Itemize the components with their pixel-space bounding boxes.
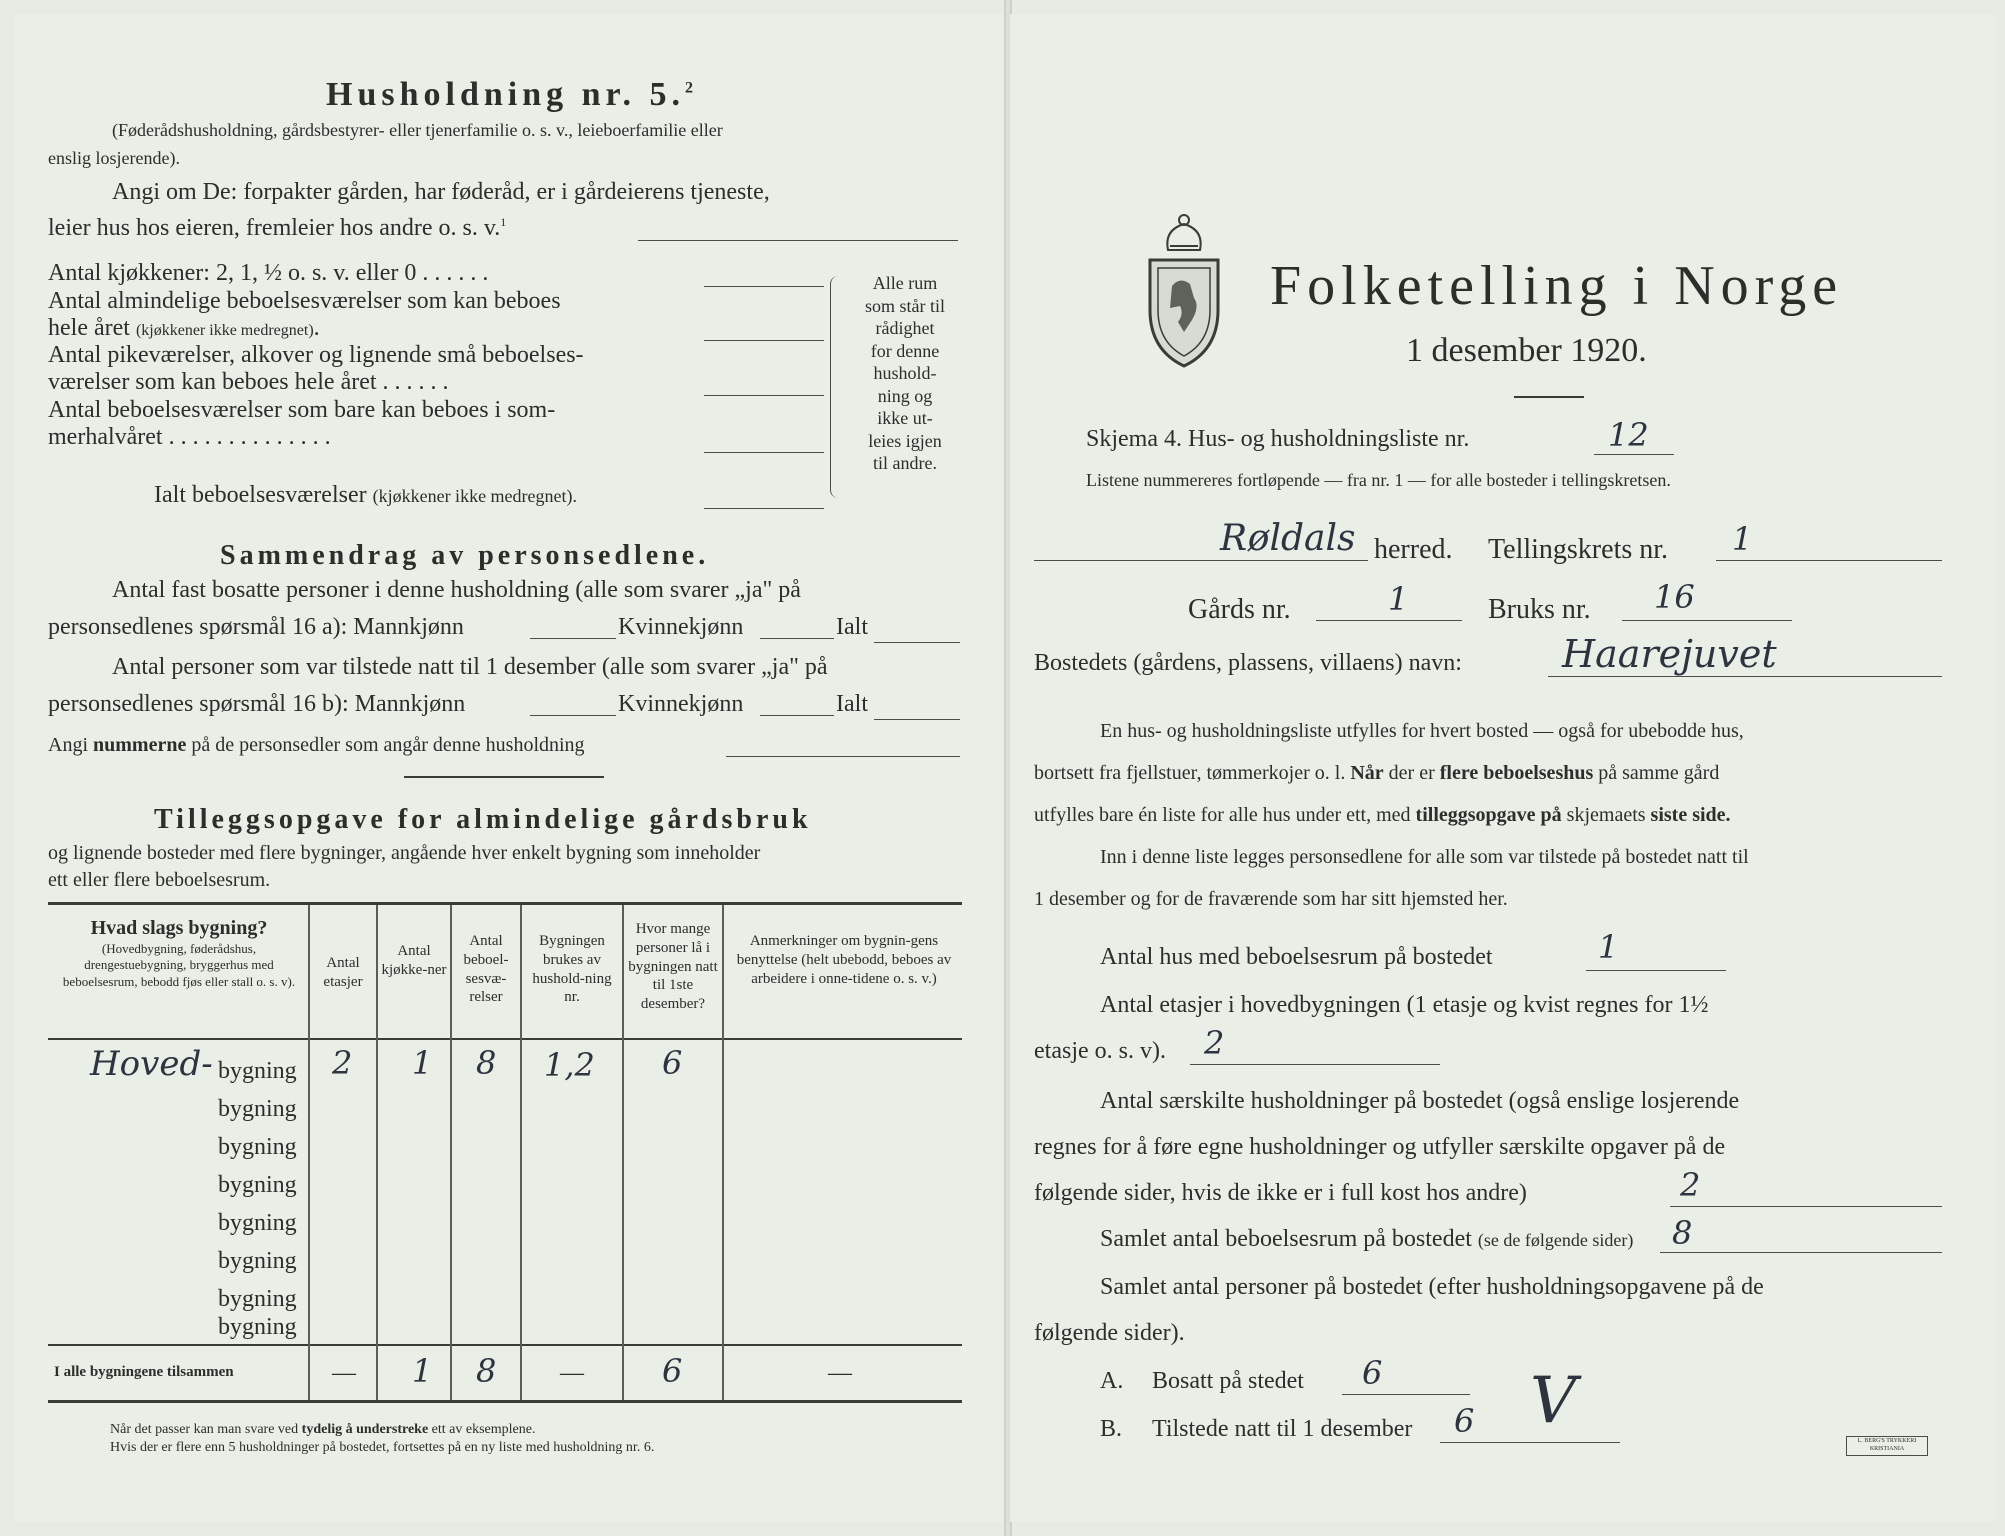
printer-stamp: L. BERG'S TRYKKERI KRISTIANIA — [1846, 1436, 1928, 1456]
col-header-beboelsesvaerelser: Antal beboel-sesvæ-relser — [463, 933, 509, 1006]
brace-note-line: for denne — [870, 340, 940, 361]
census-date: 1 desember 1920. — [1406, 332, 1647, 369]
alm-line-2: hele året (kjøkkener ikke medregnet). — [48, 315, 320, 341]
left-page — [14, 14, 1004, 1522]
col-header-kjokkener: Antal kjøkke-ner — [381, 943, 447, 978]
col-header-building-title: Hvad slags bygning? — [90, 917, 268, 939]
b-label: B. — [1100, 1416, 1123, 1442]
tilstede-line-1: Antal personer som var tilstede natt til 1 desember (alle som svarer „ja" på — [112, 654, 828, 680]
tellingskrets-line — [1716, 560, 1942, 561]
tilstede-kvinne-line — [760, 715, 834, 716]
saerskilte-value: 2 — [1680, 1166, 1701, 1204]
bosted-name: Haarejuvet — [1562, 632, 1777, 676]
brace-note-line: som står til — [865, 295, 945, 316]
tellingskrets-label: Tellingskrets nr. — [1488, 534, 1669, 565]
ialt-label: Ialt beboelsesværelser (kjøkkener ikke medregnet). — [154, 482, 578, 508]
samlet-personer-line-1: Samlet antal personer på bostedet (efter husholdningsopgavene på de — [1100, 1274, 1764, 1300]
brace-note-line: rådighet — [875, 318, 935, 338]
title-divider — [1514, 396, 1584, 398]
household-intro-1: (Føderådshusholdning, gårdsbestyrer- eller tjenerfamilie o. s. v., leieboerfamilie eller — [112, 120, 723, 140]
census-title: Folketelling i Norge — [1270, 255, 1844, 317]
brace-note-line: ning og — [877, 385, 933, 406]
table-top-rule — [48, 902, 962, 905]
row-building-label: bygning — [218, 1210, 297, 1236]
col-header-building — [52, 916, 306, 990]
row-building-label: bygning — [218, 1058, 297, 1084]
brace-note-line: hushold- — [873, 363, 937, 383]
row-building-label: bygning — [218, 1314, 297, 1340]
gards-number: 1 — [1388, 580, 1409, 618]
hus-value: 1 — [1598, 928, 1619, 966]
pike-line-2: værelser som kan beboes hele året . . . . . . — [48, 369, 449, 395]
brace-note — [840, 272, 970, 475]
sammendrag-title: Sammendrag av personsedlene. — [220, 540, 710, 571]
table-col-divider — [308, 905, 310, 1400]
brace-note-line: til andre. — [873, 453, 937, 473]
row-building-label: bygning — [218, 1134, 297, 1160]
b-value: 6 — [1454, 1402, 1475, 1440]
samlet-rum-line — [1660, 1252, 1942, 1253]
table-col-divider — [722, 905, 724, 1400]
coat-of-arms-icon — [1144, 210, 1224, 370]
listene-note: Listene nummereres fortløpende — fra nr. 1 — for alle bosteder i tellingskretsen. — [1086, 470, 1671, 490]
nummer-line: Angi nummerne på de personsedler som angår denne husholdning — [48, 734, 585, 756]
saerskilte-line-3: følgende sider, hvis de ikke er i full kost hos andre) — [1034, 1180, 1527, 1206]
row-personer-value: 6 — [662, 1044, 683, 1082]
bruks-number: 16 — [1654, 578, 1695, 616]
table-bottom-rule — [48, 1400, 962, 1403]
right-page — [1010, 14, 1995, 1522]
brace-note-line: ikke ut- — [877, 408, 933, 428]
total-kjokkener: 1 — [412, 1352, 433, 1390]
skjema-number: 12 — [1608, 416, 1649, 454]
sommer-answer-line — [704, 452, 824, 453]
fast-line-1: Antal fast bosatte personer i denne husholdning (alle som svarer „ja" på — [112, 577, 801, 603]
row-etasjer-value: 2 — [332, 1044, 353, 1082]
fast-ialt-label: Ialt — [836, 614, 868, 640]
info-para-3: utfylles bare én liste for alle hus under ett, med tilleggsopgave på skjemaets siste side. — [1034, 804, 1731, 826]
a-value: 6 — [1362, 1354, 1383, 1392]
row-kjokkener-value: 1 — [412, 1044, 433, 1082]
fast-line-2: personsedlenes spørsmål 16 a): Mannkjønn — [48, 614, 464, 640]
table-header-rule — [48, 1038, 962, 1040]
total-rum: 8 — [476, 1352, 497, 1390]
brace-note-line: Alle rum — [872, 273, 938, 293]
a-label: A. — [1100, 1368, 1124, 1394]
a-line — [1342, 1394, 1470, 1395]
total-label: I alle bygningene tilsammen — [54, 1364, 234, 1380]
col-header-building-desc: (Hovedbygning, føderådshus, drengestuebygning, bryggerhus med beboelsesrum, bebodd fjøs eller stall o. s. v). — [62, 941, 296, 989]
bosted-line — [1548, 676, 1942, 677]
tillegg-title: Tilleggsopgave for almindelige gårdsbruk — [154, 804, 812, 835]
bosted-label: Bostedets (gårdens, plassens, villaens) navn: — [1034, 650, 1462, 676]
herred-name: Røldals — [1220, 518, 1356, 559]
etasjer-line — [1190, 1064, 1440, 1065]
row-building-label: bygning — [218, 1248, 297, 1274]
sommer-line-1: Antal beboelsesværelser som bare kan beboes i som- — [48, 397, 556, 423]
tilstede-line-2: personsedlenes spørsmål 16 b): Mannkjønn — [48, 691, 466, 717]
fast-ialt-line — [874, 642, 960, 643]
pike-answer-line — [704, 395, 824, 396]
tillegg-line-1: og lignende bosteder med flere bygninger, angående hver enkelt bygning som inneholder — [48, 842, 761, 864]
household-intro-2: enslig losjerende). — [48, 148, 180, 168]
etasjer-value: 2 — [1204, 1024, 1225, 1062]
saerskilte-line-2: regnes for å føre egne husholdninger og utfyller særskilte opgaver på de — [1034, 1134, 1726, 1160]
info-para-4: Inn i denne liste legges personsedlene for alle som var tilstede på bostedet natt til — [1100, 846, 1749, 868]
tilstede-ialt-line — [874, 719, 960, 720]
check-mark: V — [1530, 1364, 1577, 1438]
table-col-divider — [376, 905, 378, 1400]
household-title: Husholdning nr. 5.$^2$ — [326, 76, 698, 113]
nummer-answer-line — [726, 756, 960, 757]
saerskilte-line — [1670, 1206, 1942, 1207]
section-divider — [404, 776, 604, 778]
alm-answer-line — [704, 340, 824, 341]
table-body-rule — [48, 1344, 962, 1346]
sommer-line-2: merhalvåret . . . . . . . . . . . . . . — [48, 424, 331, 450]
samlet-personer-line-2: følgende sider). — [1034, 1320, 1185, 1346]
fast-kvinne-line — [760, 638, 834, 639]
col-header-etasjer: Antal etasjer — [323, 955, 363, 990]
skjema-label: Skjema 4. Hus- og husholdningsliste nr. — [1086, 426, 1470, 452]
etasjer-line-2: etasje o. s. v). — [1034, 1038, 1166, 1064]
info-para-2: bortsett fra fjellstuer, tømmerkojer o. l. Når der er flere beboelseshus på samme gård — [1034, 762, 1720, 784]
footnote-2: Hvis der er flere enn 5 husholdninger på bostedet, fortsettes på en ny liste med husholdning nr. 6. — [110, 1440, 655, 1455]
col-header-husholdning: Bygningen brukes av hushold-ning nr. — [532, 933, 612, 1006]
tellingskrets-number: 1 — [1732, 520, 1753, 558]
row-building-hand: Hoved- — [90, 1044, 213, 1084]
herred-label: herred. — [1374, 534, 1453, 565]
col-header-anmerkninger: Anmerkninger om bygnin-gens benyttelse (helt ubebodd, beboes av arbeidere i onne-tidene o. s. v.) — [736, 933, 952, 987]
total-personer: 6 — [662, 1352, 683, 1390]
alm-line-1: Antal almindelige beboelsesværelser som kan beboes — [48, 288, 561, 314]
table-col-divider — [622, 905, 624, 1400]
brace-note-line: leies igjen — [868, 430, 942, 451]
hus-label: Antal hus med beboelsesrum på bostedet — [1100, 944, 1493, 970]
row-building-label: bygning — [218, 1286, 297, 1312]
samlet-rum-value: 8 — [1672, 1214, 1693, 1252]
row-building-label: bygning — [218, 1172, 297, 1198]
kjokkener-label: Antal kjøkkener: 2, 1, ½ o. s. v. eller 0 . . . . . . — [48, 260, 489, 286]
total-etasjer: — — [332, 1360, 356, 1386]
table-col-divider — [520, 905, 522, 1400]
col-header-personer: Hvor mange personer lå i bygningen natt til 1ste desember? — [628, 921, 718, 1012]
bruks-label: Bruks nr. — [1488, 594, 1591, 625]
etasjer-line-1: Antal etasjer i hovedbygningen (1 etasje og kvist regnes for 1½ — [1100, 992, 1709, 1018]
total-anmerkninger: — — [828, 1360, 852, 1386]
info-para-1: En hus- og husholdningsliste utfylles for hvert bosted — også for ubebodde hus, — [1100, 720, 1744, 742]
samlet-rum-label: Samlet antal beboelsesrum på bostedet (se de følgende sider) — [1100, 1226, 1634, 1252]
pike-line-1: Antal pikeværelser, alkover og lignende små beboelses- — [48, 342, 584, 368]
b-text: Tilstede natt til 1 desember — [1152, 1416, 1413, 1442]
kjokkener-answer-line — [704, 286, 824, 287]
row-husholdning-value: 1,2 — [544, 1046, 595, 1084]
tillegg-line-2: ett eller flere beboelsesrum. — [48, 869, 271, 891]
tilstede-ialt-label: Ialt — [836, 691, 868, 717]
gards-label: Gårds nr. — [1188, 594, 1291, 625]
footnote-1: Når det passer kan man svare ved tydelig å understreke ett av eksemplene. — [110, 1422, 536, 1437]
angi-answer-line — [638, 240, 958, 241]
table-col-divider — [450, 905, 452, 1400]
angi-line-2: leier hus hos eieren, fremleier hos andre o. s. v.$^1$ — [48, 215, 507, 241]
total-husholdning: — — [560, 1360, 584, 1386]
b-line — [1440, 1442, 1620, 1443]
fast-mann-line — [530, 638, 616, 639]
saerskilte-line-1: Antal særskilte husholdninger på bostedet (også enslige losjerende — [1100, 1088, 1740, 1114]
tilstede-kvinne-label: Kvinnekjønn — [618, 691, 744, 717]
bruks-line — [1622, 620, 1792, 621]
row-building-label: bygning — [218, 1096, 297, 1122]
hus-line — [1586, 970, 1726, 971]
tilstede-mann-line — [530, 715, 616, 716]
skjema-line — [1594, 454, 1674, 455]
ialt-answer-line — [704, 508, 824, 509]
herred-line — [1034, 560, 1368, 561]
a-text: Bosatt på stedet — [1152, 1368, 1304, 1394]
row-rum-value: 8 — [476, 1044, 497, 1082]
fast-kvinne-label: Kvinnekjønn — [618, 614, 744, 640]
angi-line-1: Angi om De: forpakter gården, har føderåd, er i gårdeierens tjeneste, — [112, 179, 770, 205]
gards-line — [1316, 620, 1462, 621]
info-para-5: 1 desember og for de fraværende som har sitt hjemsted her. — [1034, 888, 1508, 910]
